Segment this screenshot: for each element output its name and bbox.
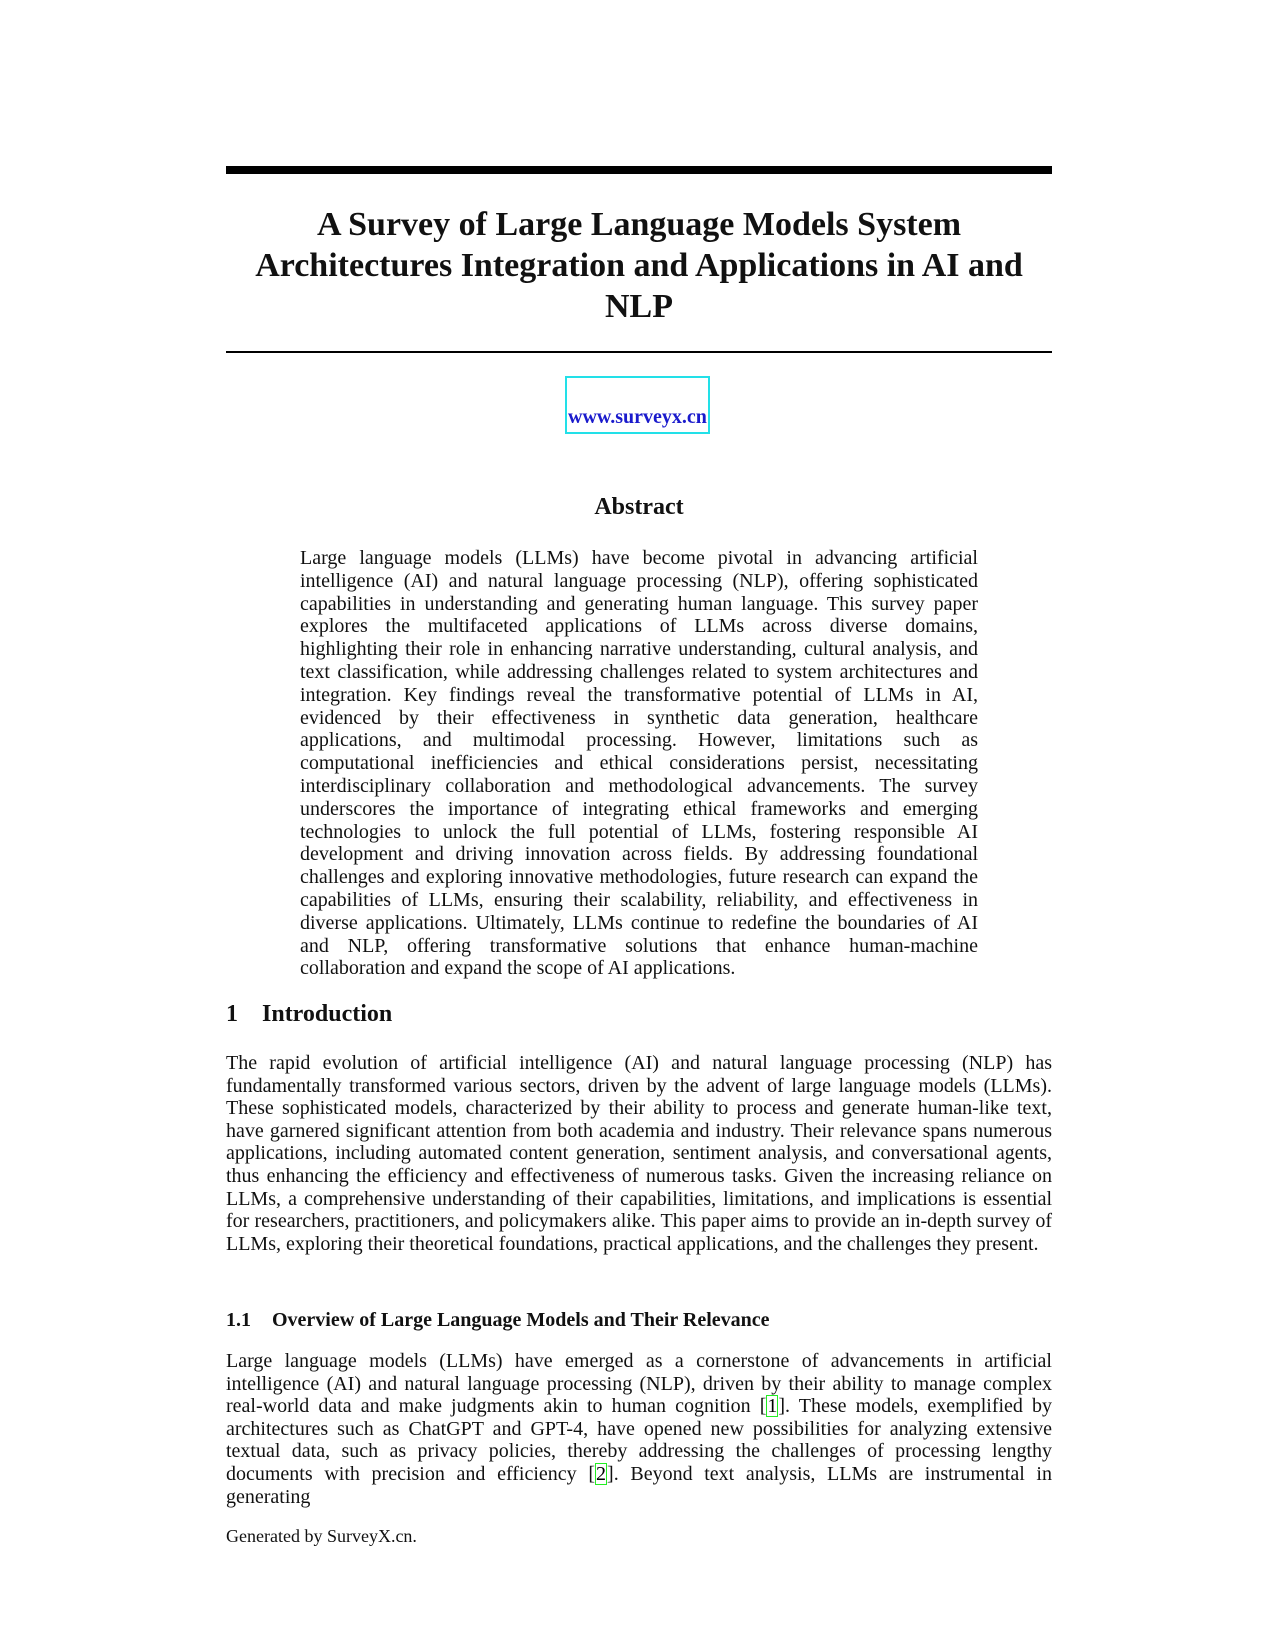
citation-link-2[interactable]: 2	[596, 1462, 607, 1485]
overview-text-part2: . These models, exemplified by architectures such as ChatGPT and GPT-4, have opened new possibilities for analyzing extensive textual data, such as privacy policies, thereby addressing the challenges of processing lengthy documents with precision and efficiency	[226, 1395, 1052, 1485]
abstract-heading: Abstract	[594, 494, 684, 520]
section-number: 1	[226, 1001, 238, 1027]
overview-text-part1: Large language models (LLMs) have emerged as a cornerstone of advancements in artificial intelligence (AI) and natural language processing (NLP), driven by their ability to manage complex real-world data and make judgments akin to human cognition	[226, 1350, 1052, 1418]
page-footer: Generated by SurveyX.cn.	[226, 1526, 417, 1546]
citation-link-1[interactable]: 1	[767, 1395, 778, 1418]
top-thick-rule	[226, 166, 1052, 174]
subsection-title: Overview of Large Language Models and Their Relevance	[272, 1309, 770, 1331]
paper-title: A Survey of Large Language Models System Architectures Integration and Applications in AI and NLP	[255, 206, 1023, 325]
section-heading-introduction	[226, 999, 392, 1029]
title-bottom-rule	[226, 351, 1052, 353]
introduction-paragraph: The rapid evolution of artificial intelligence (AI) and natural language processing (NLP) has fundamentally transformed various sectors, driven by the advent of large language models (LLMs). These sophisticated models, characterized by their ability to process and generate human-like text, have garnered significant attention from both academia and industry. Their relevance spans numerous applications, including automated content generation, sentiment analysis, and conversational agents, thus enhancing the efficiency and effectiveness of numerous tasks. Given the increasing reliance on LLMs, a comprehensive understanding of their capabilities, limitations, and implications is essential for researchers, practitioners, and policymakers alike. This paper aims to provide an in-depth survey of LLMs, exploring their theoretical foundations, practical applications, and the challenges they present.	[226, 1052, 1052, 1255]
subsection-heading-overview	[226, 1308, 770, 1332]
subsection-number: 1.1	[226, 1309, 251, 1331]
section-title: Introduction	[262, 1001, 393, 1027]
overview-text-part3: . Beyond text analysis, LLMs are instrumental in generating	[226, 1462, 1052, 1508]
website-link[interactable]: www.surveyx.cn	[568, 406, 707, 428]
website-link-box[interactable]	[565, 376, 710, 434]
overview-paragraph: Large language models (LLMs) have emerged as a cornerstone of advancements in artificial intelligence (AI) and natural language processing (NLP), driven by their ability to manage complex real-world data and make judgments akin to human cognition [1]. These models, exemplified by architectures such as ChatGPT and GPT-4, have opened new possibilities for analyzing extensive textual data, such as privacy policies, thereby addressing the challenges of processing lengthy documents with precision and efficiency [2]. Beyond text analysis, LLMs are instrumental in generating	[226, 1350, 1052, 1508]
abstract-text: Large language models (LLMs) have become pivotal in advancing artificial intelligence (AI) and natural language processing (NLP), offering sophisticated capabilities in understanding and generating human language. This survey paper explores the multifaceted applications of LLMs across diverse domains, highlighting their role in enhancing narrative understanding, cultural analysis, and text classification, while addressing challenges related to system architectures and integration. Key findings reveal the transformative potential of LLMs in AI, evidenced by their effectiveness in synthetic data generation, healthcare applications, and multimodal processing. However, limitations such as computational inefficiencies and ethical considerations persist, necessitating interdisciplinary collaboration and methodological advancements. The survey underscores the importance of integrating ethical frameworks and emerging technologies to unlock the full potential of LLMs, fostering responsible AI development and driving innovation across fields. By addressing foundational challenges and exploring innovative methodologies, future research can expand the capabilities of LLMs, ensuring their scalability, reliability, and effectiveness in diverse applications. Ultimately, LLMs continue to redefine the boundaries of AI and NLP, offering transformative solutions that enhance human-machine collaboration and expand the scope of AI applications.	[300, 547, 978, 980]
